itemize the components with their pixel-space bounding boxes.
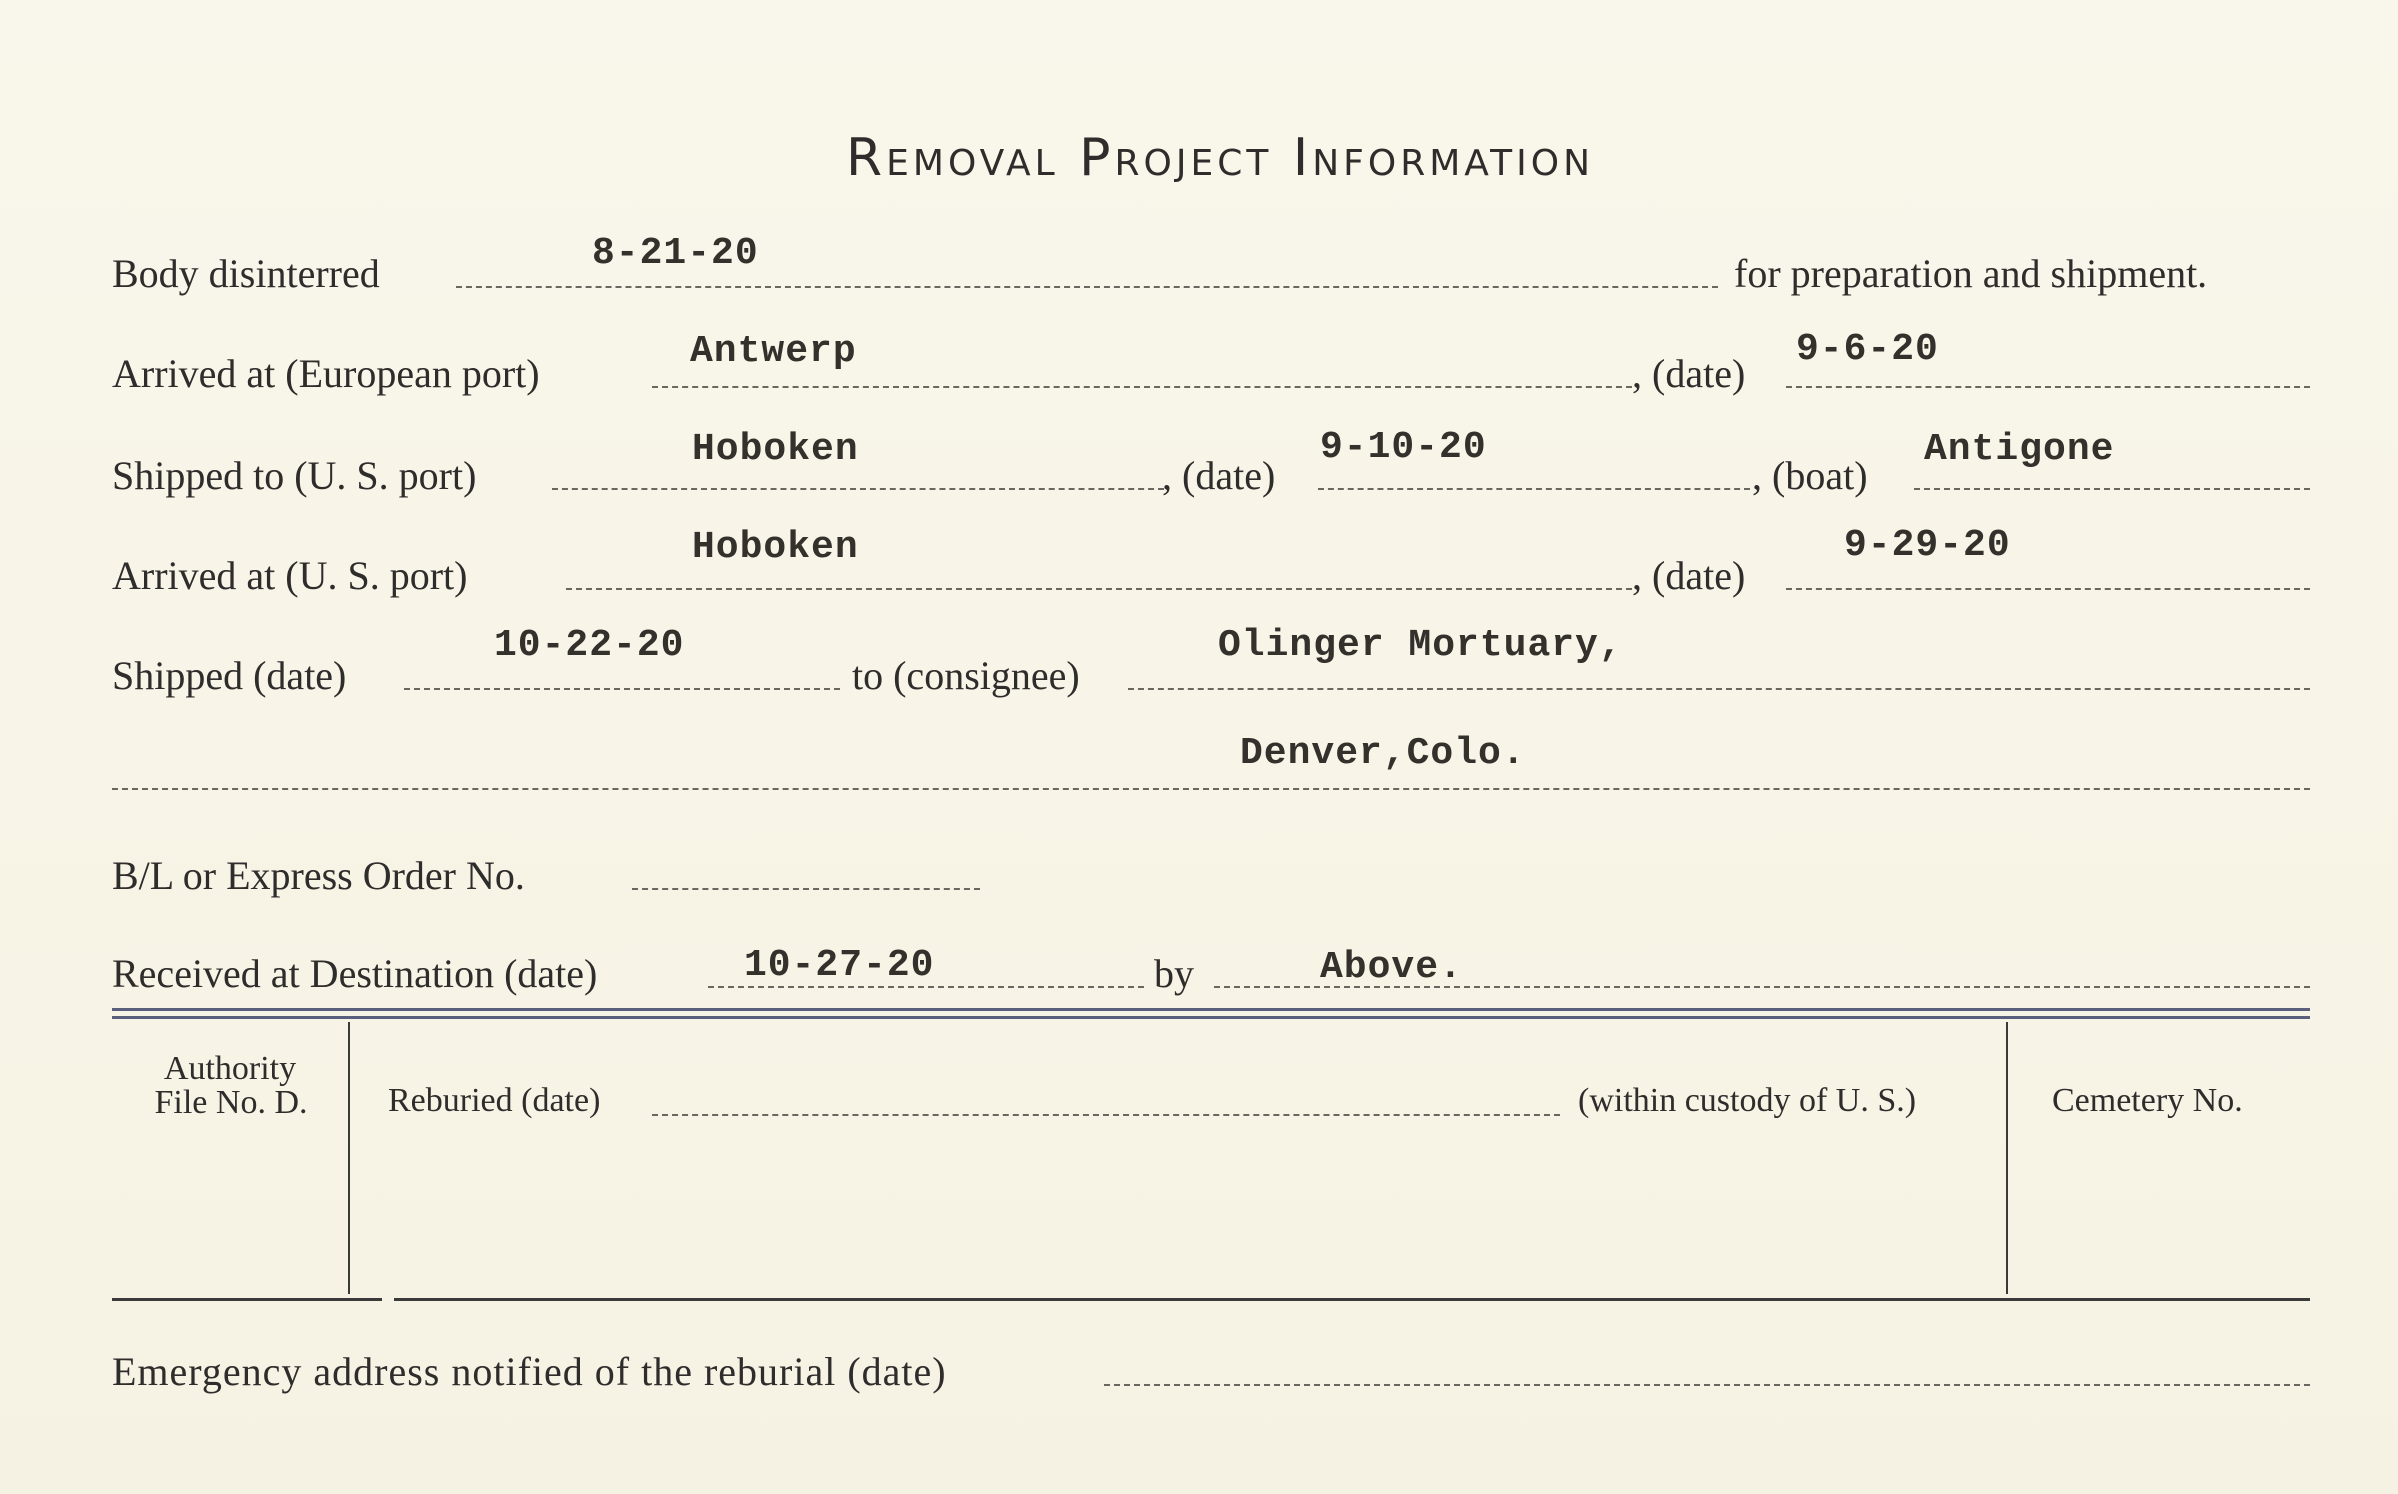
european-port-date-label: , (date) (1632, 351, 1746, 396)
bl-order-line (632, 888, 980, 890)
reburied-date-label: Reburied (date) (388, 1082, 601, 1119)
received-destination-value[interactable]: 10-27-20 (744, 944, 935, 987)
boat-value[interactable]: Antigone (1924, 428, 2115, 471)
custody-label: (within custody of U. S.) (1578, 1082, 1917, 1119)
box-bottom-rule-right (394, 1298, 2310, 1301)
authority-file-label: File No. D. (154, 1084, 308, 1121)
boat-line (1914, 488, 2310, 490)
received-destination-label: Received at Destination (date) (112, 951, 598, 996)
arrived-us-port-value[interactable]: Hoboken (692, 526, 859, 569)
european-port-line (652, 386, 1632, 388)
arrived-us-date-value[interactable]: 9-29-20 (1844, 524, 2011, 567)
arrived-us-port-line (566, 588, 1632, 590)
consignee-label: to (consignee) (852, 653, 1080, 698)
body-disinterred-line (456, 286, 1718, 288)
shipped-to-date-label: , (date) (1162, 453, 1276, 498)
european-port-value[interactable]: Antwerp (690, 330, 857, 373)
cemetery-no-label: Cemetery No. (2052, 1082, 2243, 1119)
received-by-label: by (1154, 951, 1194, 996)
shipped-to-date-line (1318, 488, 1750, 490)
shipped-to-us-port-value[interactable]: Hoboken (692, 428, 859, 471)
box-divider-left (348, 1022, 350, 1294)
box-top-rule-1 (112, 1008, 2310, 1011)
consignee-value[interactable]: Olinger Mortuary, (1218, 624, 1623, 667)
arrived-us-date-label: , (date) (1632, 553, 1746, 598)
consignee-address-value[interactable]: Denver,Colo. (1240, 732, 1526, 775)
shipped-date-label: Shipped (date) (112, 653, 347, 698)
box-divider-right (2006, 1022, 2008, 1294)
bl-order-label: B/L or Express Order No. (112, 853, 525, 898)
body-disinterred-value[interactable]: 8-21-20 (592, 232, 759, 275)
european-port-date-line (1786, 386, 2310, 388)
consignee-line (1128, 688, 2310, 690)
body-disinterred-label: Body disinterred (112, 251, 380, 296)
consignee-line-2 (112, 788, 2310, 790)
preparation-shipment-label: for preparation and shipment. (1734, 251, 2208, 296)
shipped-to-us-port-line (552, 488, 1164, 490)
emergency-address-label: Emergency address notified of the reburial (date) (112, 1349, 947, 1394)
arrived-us-date-line (1786, 588, 2310, 590)
box-top-rule-2 (112, 1016, 2310, 1019)
shipped-date-value[interactable]: 10-22-20 (494, 624, 685, 667)
reburied-date-line (652, 1114, 1560, 1116)
european-port-date-value[interactable]: 9-6-20 (1796, 328, 1939, 371)
emergency-address-line (1104, 1384, 2310, 1386)
shipped-date-line (404, 688, 840, 690)
shipped-to-date-value[interactable]: 9-10-20 (1320, 426, 1487, 469)
boat-label: , (boat) (1752, 453, 1868, 498)
shipped-to-us-port-label: Shipped to (U. S. port) (112, 453, 477, 498)
received-by-value[interactable]: Above. (1320, 946, 1463, 989)
page-title: Removal Project Information (846, 128, 1594, 188)
box-bottom-rule-left (112, 1298, 382, 1301)
arrived-us-port-label: Arrived at (U. S. port) (112, 553, 468, 598)
european-port-label: Arrived at (European port) (112, 351, 540, 396)
authority-label: Authority (163, 1050, 297, 1087)
